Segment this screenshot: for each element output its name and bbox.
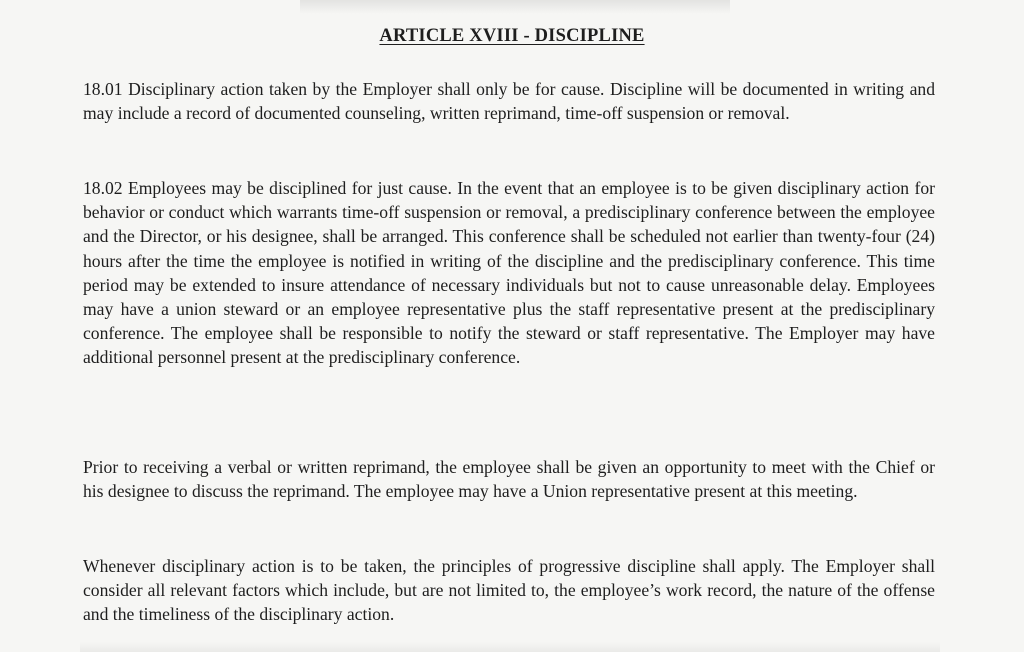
scan-edge-shade [80, 642, 940, 652]
paragraph-18-02: 18.02 Employees may be disciplined for just cause. In the event that an employee is to be given disciplinary action for behavior or conduct which warrants time-off suspension or removal, a predisciplinary conference between the employee and the Director, or his designee, shall be arranged. This conference shall be scheduled not earlier than twenty-four (24) hours after the time the employee is notified in writing of the discipline and the predisciplinary conference. This time period may be extended to insure attendance of necessary individuals but not to cause unreasonable delay. Employees may have a union steward or an employee representative plus the staff representative present at the predisciplinary conference. The employee shall be responsible to notify the steward or staff representative. The Employer may have additional personnel present at the predisciplinary conference. [83, 178, 935, 368]
paragraph-progressive-discipline: Whenever disciplinary action is to be taken, the principles of progressive discipline shall apply. The Employer shall consider all relevant factors which include, but are not limited to, the employee’s work record, the nature of the offense and the timeliness of the disciplinary action. [83, 556, 935, 625]
paragraph-18-01: 18.01 Disciplinary action taken by the Employer shall only be for cause. Discipline will be documented in writing and may include a record of documented counseling, written reprimand, time-off suspension or removal. [83, 79, 935, 124]
scan-bleed-through [300, 0, 730, 14]
article-title: ARTICLE XVIII - DISCIPLINE [379, 26, 645, 46]
paragraph-reprimand: Prior to receiving a verbal or written reprimand, the employee shall be given an opportunity to meet with the Chief or his designee to discuss the reprimand. The employee may have a Union representative present at this meeting. [83, 457, 935, 502]
